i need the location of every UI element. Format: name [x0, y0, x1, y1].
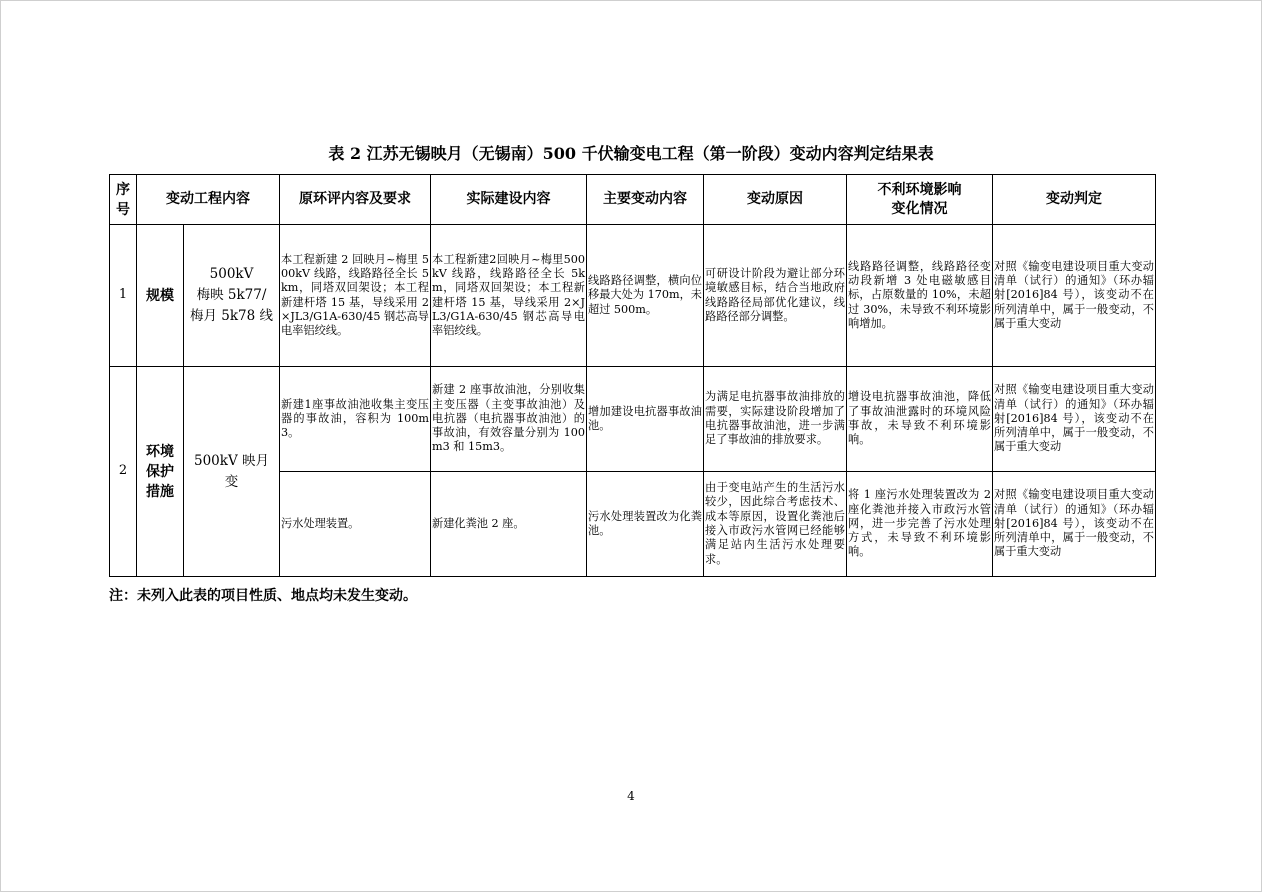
row-category — [137, 367, 184, 577]
row-actual: 本工程新建2回映月~梅里500kV 线路，线路路径全长 5km，同塔双回架设；本工程新建杆塔 15 基，导线采用 2×JL3/G1A-630/45 钢芯高导电率铝绞线。 — [431, 225, 587, 367]
row-object-line: 500kV — [209, 266, 254, 282]
row-object-line: 500kV 映月 — [194, 452, 269, 469]
row-reason: 为满足电抗器事故油排放的需要，实际建设阶段增加了电抗器事故油池，进一步满足了事故油的排放要求。 — [704, 367, 847, 472]
row-seq: 1 — [110, 225, 137, 367]
row-impact: 将 1 座污水处理装置改为 2 座化粪池并接入市政污水管网，进一步完善了污水处理方式，未导致不利环境影响。 — [847, 472, 993, 577]
row-judgment: 对照《输变电建设项目重大变动清单（试行）的通知》（环办辐射[2016]84 号），该变动不在所列清单中，属于一般变动，不属于重大变动 — [993, 225, 1156, 367]
row-object-line: 梅月 5k78 线 — [189, 308, 274, 324]
row-object — [184, 367, 280, 577]
header-change: 主要变动内容 — [587, 175, 704, 225]
header-row — [110, 175, 1156, 225]
header-impact-line1: 不利环境影响 — [877, 181, 962, 198]
row-category-line: 措施 — [146, 483, 174, 500]
row-reason: 由于变电站产生的生活污水较少，因此综合考虑技术、成本等原因，设置化粪池后接入市政污水管网已经能够满足站内生活污水处理要求。 — [704, 472, 847, 577]
header-impact-line2: 变化情况 — [891, 200, 948, 217]
row-original: 新建1座事故油池收集主变压器的事故油，容积为 100m3。 — [280, 367, 431, 472]
row-original: 本工程新建 2 回映月~梅里 500kV 线路，线路路径全长 5km，同塔双回架设；本工程新建杆塔 15 基，导线采用 2×JL3/G1A-630/45 钢芯高导电率铝绞线。 — [280, 225, 431, 367]
table-title: 表 2 江苏无锡映月（无锡南）500 千伏输变电工程（第一阶段）变动内容判定结果表 — [328, 144, 934, 163]
header-reason: 变动原因 — [704, 175, 847, 225]
row-object-line: 变 — [224, 473, 239, 490]
row-impact: 线路路径调整，线路路径变动段新增 3 处电磁敏感目标，占原数量的 10%，未超过 30%，未导致不利环境影响增加。 — [847, 225, 993, 367]
row-actual: 新建 2 座事故油池，分别收集主变压器（主变事故油池）及电抗器（电抗器事故油池）的事故油，有效容量分别为 100m3 和 15m3。 — [431, 367, 587, 472]
header-item: 变动工程内容 — [137, 175, 280, 225]
page-number: 4 — [627, 789, 635, 803]
table-row — [110, 367, 1156, 472]
change-judgment-table — [109, 174, 1156, 577]
row-object-line: 梅映 5k77/ — [196, 287, 267, 303]
row-reason: 可研设计阶段为避让部分环境敏感目标，结合当地政府线路路径局部优化建议，线路路径部分调整。 — [704, 225, 847, 367]
row-change: 增加建设电抗器事故油池。 — [587, 367, 704, 472]
row-judgment: 对照《输变电建设项目重大变动清单（试行）的通知》（环办辐射[2016]84 号），该变动不在所列清单中，属于一般变动，不属于重大变动 — [993, 472, 1156, 577]
row-impact: 增设电抗器事故油池，降低了事故油泄露时的环境风险事故，未导致不利环境影响。 — [847, 367, 993, 472]
row-actual: 新建化粪池 2 座。 — [431, 472, 587, 577]
row-category-line: 环境 — [146, 443, 174, 460]
header-original: 原环评内容及要求 — [280, 175, 431, 225]
header-seq: 序号 — [110, 175, 137, 225]
row-change: 线路路径调整，横向位移最大处为 170m，未超过 500m。 — [587, 225, 704, 367]
row-original: 污水处理装置。 — [280, 472, 431, 577]
row-judgment: 对照《输变电建设项目重大变动清单（试行）的通知》（环办辐射[2016]84 号），该变动不在所列清单中，属于一般变动，不属于重大变动 — [993, 367, 1156, 472]
header-impact — [847, 175, 993, 225]
row-seq: 2 — [110, 367, 137, 577]
header-judgment: 变动判定 — [993, 175, 1156, 225]
row-category-line: 保护 — [146, 463, 174, 480]
table-note: 注：未列入此表的项目性质、地点均未发生变动。 — [109, 588, 417, 604]
row-object — [184, 225, 280, 367]
row-change: 污水处理装置改为化粪池。 — [587, 472, 704, 577]
header-actual: 实际建设内容 — [431, 175, 587, 225]
table-row — [110, 225, 1156, 367]
row-category: 规模 — [137, 225, 184, 367]
